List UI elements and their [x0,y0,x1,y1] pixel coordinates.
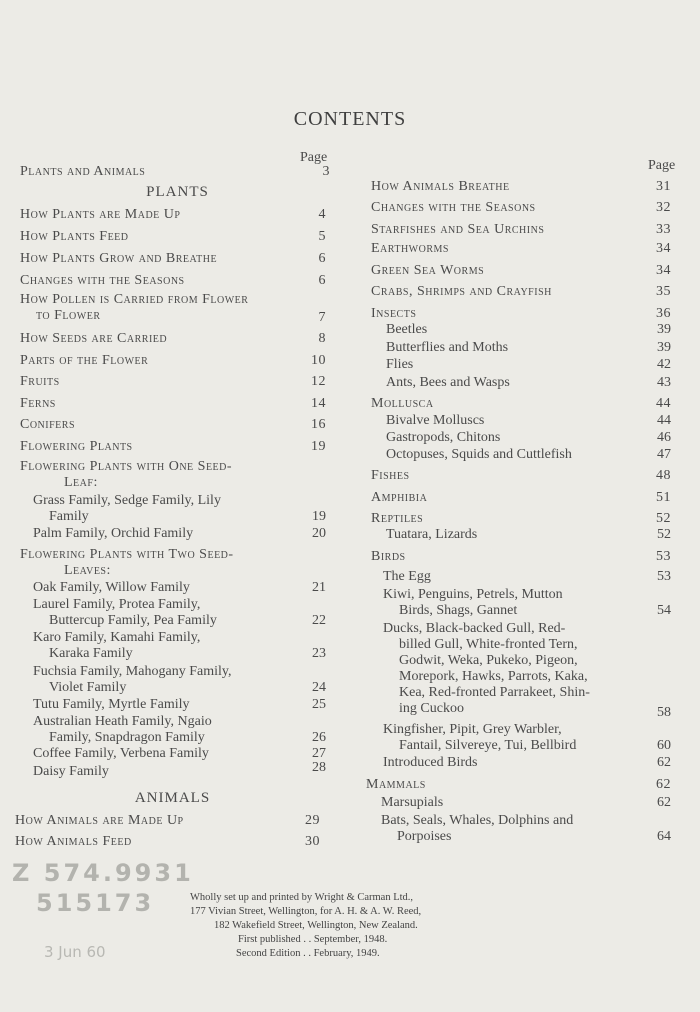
imprint-line: Wholly set up and printed by Wright & Carman Ltd., [190,892,414,903]
entry-label: Ferns [20,396,56,411]
page-number: 12 [311,374,326,389]
page-number: 19 [311,439,326,454]
page-number: 25 [312,697,326,712]
toc-entry[interactable] [33,746,326,762]
page-number: 19 [312,509,326,524]
toc-entry[interactable] [386,413,671,429]
page-number: 39 [657,340,671,355]
toc-entry[interactable] [20,207,326,223]
toc-entry[interactable] [371,490,671,506]
imprint-line: Second Edition . . February, 1949. [236,948,380,959]
toc-entry[interactable] [33,597,326,629]
page-number: 43 [657,375,671,390]
entry-label: Changes with the Seasons [20,273,185,288]
entry-label: Butterflies and Moths [386,340,509,355]
toc-entry[interactable] [33,697,326,713]
page-number: 35 [656,284,671,299]
entry-label: Fishes [371,468,410,483]
page-number: 33 [656,222,671,237]
toc-entry[interactable] [386,527,671,543]
library-stamp [12,858,194,918]
toc-entry[interactable] [20,459,326,491]
page-number: 39 [657,322,671,337]
toc-entry[interactable] [20,229,326,245]
page-number: 64 [657,829,671,844]
page-number: 31 [656,179,671,194]
entry-label: Ants, Bees and Wasps [386,375,510,390]
stamp-date: 3 Jun 60 [44,943,106,961]
stamp-call-number: Z 574.9931 [12,859,194,887]
toc-entry-plants-and-animals[interactable] [20,164,330,180]
entry-label: Flowering Plants with One Seed- [20,459,233,474]
toc-entry[interactable] [371,263,671,279]
entry-label: Oak Family, Willow Family [33,580,190,595]
entry-label: How Animals Breathe [371,179,510,194]
entry-label: Flies [386,357,414,372]
page-number: 5 [318,229,326,244]
toc-entry[interactable] [20,331,326,347]
toc-entry[interactable] [386,322,671,338]
page-number: 34 [656,263,671,278]
entry-label: Mollusca [371,396,434,411]
toc-entry[interactable] [15,834,320,850]
entry-label: How Animals Feed [15,834,132,849]
page-number: 14 [311,396,326,411]
toc-entry[interactable] [20,292,326,324]
toc-entry[interactable] [371,511,671,527]
entry-label-cont: Buttercup Family, Pea Family [49,613,217,628]
toc-entry[interactable] [20,439,326,455]
toc-entry[interactable] [33,760,326,780]
left-page-header: Page [300,150,328,165]
entry-label: Mammals [366,777,426,792]
entry-label: Tuatara, Lizards [386,527,478,542]
entry-label: Octopuses, Squids and Cuttlefish [386,447,572,462]
toc-entry[interactable] [33,526,326,542]
page-number: 6 [318,273,326,288]
entry-label: Ducks, Black-backed Gull, Red- [383,621,566,636]
entry-label: Kingfisher, Pipit, Grey Warbler, [383,722,562,737]
toc-entry[interactable] [383,569,671,585]
page-number: 27 [312,746,326,761]
page-number: 62 [657,795,671,810]
right-page-header: Page [648,158,676,173]
page-number: 53 [657,569,671,584]
page-number: 10 [311,353,326,368]
toc-entry[interactable] [20,396,326,412]
imprint-line: First published . . September, 1948. [238,934,388,945]
entry-label: The Egg [383,569,431,584]
entry-label: Australian Heath Family, Ngaio [33,714,212,729]
entry-label: Changes with the Seasons [371,200,536,215]
entry-label-cont: billed Gull, White-fronted Tern, [399,637,578,652]
entry-label-cont: to Flower [36,308,101,323]
toc-entry[interactable] [371,222,671,238]
entry-label: How Plants are Made Up [20,207,181,222]
toc-entry[interactable] [20,417,326,433]
toc-entry[interactable] [371,306,671,322]
entry-label-cont: Kea, Red-fronted Parrakeet, Shin- [399,685,590,700]
entry-label-cont: Karaka Family [49,646,133,661]
entry-label: Starfishes and Sea Urchins [371,222,545,237]
toc-entry[interactable] [366,777,671,793]
toc-entry[interactable] [371,241,671,257]
toc-entry[interactable] [20,251,326,267]
page-number: 21 [312,580,326,595]
entry-label-cont: Godwit, Weka, Pukeko, Pigeon, [399,653,578,668]
toc-entry[interactable] [386,375,671,391]
imprint-line: 177 Vivian Street, Wellington, for A. H. & A. W. Reed, [190,906,422,917]
page-number: 6 [318,251,326,266]
entry-label: Marsupials [381,795,444,810]
page-number: 52 [656,511,671,526]
toc-entry[interactable] [381,813,671,845]
toc-entry[interactable] [20,547,326,579]
page-number: 4 [318,207,326,222]
entry-label: Kiwi, Penguins, Petrels, Mutton [383,587,563,602]
imprint-line: 182 Wakefield Street, Wellington, New Zealand. [214,920,418,931]
entry-label: Amphibia [371,490,428,505]
entry-label: Bivalve Molluscs [386,413,485,428]
entry-label-cont: Morepork, Hawks, Parrots, Kaka, [399,669,588,684]
entry-label: Green Sea Worms [371,263,485,278]
entry-label: Birds [371,549,406,564]
toc-entry[interactable] [381,795,671,811]
page-number: 44 [656,396,671,411]
entry-label: How Plants Grow and Breathe [20,251,218,266]
entry-label: Parts of the Flower [20,353,149,368]
page-number: 52 [657,527,671,542]
page-number: 28 [312,760,326,775]
page-number: 44 [657,413,671,428]
entry-label-cont: Family, Snapdragon Family [49,730,205,745]
page-number: 62 [656,777,671,792]
entry-label: Tutu Family, Myrtle Family [33,697,190,712]
entry-label: Coffee Family, Verbena Family [33,746,209,761]
entry-label: Plants and Animals [20,164,146,179]
page-number: 58 [657,705,671,720]
page-number: 20 [312,526,326,541]
page-number: 24 [312,680,326,695]
toc-entry[interactable] [371,396,671,412]
entry-label-cont: Porpoises [397,829,452,844]
toc-entry[interactable] [371,200,671,216]
toc-entry[interactable] [371,549,671,565]
page-number: 51 [656,490,671,505]
section-heading-animals: ANIMALS [134,790,211,806]
toc-entry[interactable] [371,468,671,484]
entry-label: Earthworms [371,241,449,256]
entry-label-cont: Fantail, Silvereye, Tui, Bellbird [399,738,577,753]
entry-label: Daisy Family [33,764,109,779]
page-number: 26 [312,730,326,745]
entry-label: Fruits [20,374,60,389]
page-number: 34 [656,241,671,256]
entry-label: How Seeds are Carried [20,331,168,346]
toc-entry[interactable] [383,621,671,720]
entry-label: Crabs, Shrimps and Crayfish [371,284,552,299]
entry-label: Flowering Plants with Two Seed- [20,547,234,562]
page-number: 22 [312,613,326,628]
entry-label: Bats, Seals, Whales, Dolphins and [381,813,574,828]
stamp-accession-number: 515173 [36,889,155,917]
toc-entry[interactable] [371,284,671,300]
toc-entry[interactable] [386,340,671,356]
entry-label: How Pollen is Carried from Flower [20,292,249,307]
page-title: CONTENTS [293,108,407,130]
entry-label: How Plants Feed [20,229,129,244]
entry-label: Reptiles [371,511,424,526]
toc-entry[interactable] [20,273,326,289]
page-number: 30 [305,834,320,849]
page-number: 54 [657,603,671,618]
entry-label: Insects [371,306,417,321]
toc-entry[interactable] [371,179,671,195]
page-number: 8 [318,331,326,346]
toc-entry[interactable] [15,813,320,829]
page-number: 47 [657,447,671,462]
entry-label-cont: Leaves: [64,563,111,578]
toc-entry[interactable] [386,430,671,446]
page-number: 62 [657,755,671,770]
entry-label-cont: ing Cuckoo [399,701,464,716]
page-number: 29 [305,813,320,828]
page-number: 3 [322,164,330,179]
page-number: 48 [656,468,671,483]
toc-entry[interactable] [33,714,326,746]
page-number: 53 [656,549,671,564]
entry-label: Karo Family, Kamahi Family, [33,630,201,645]
entry-label: Grass Family, Sedge Family, Lily [33,493,221,508]
entry-label: Introduced Birds [383,755,478,770]
toc-entry[interactable] [33,630,326,662]
entry-label: Beetles [386,322,428,337]
entry-label-cont: Family [49,509,89,524]
page-number: 60 [657,738,671,753]
entry-label-cont: Birds, Shags, Gannet [399,603,518,618]
toc-entry[interactable] [33,664,326,696]
page-number: 36 [656,306,671,321]
entry-label: Conifers [20,417,76,432]
toc-entry[interactable] [383,587,671,619]
toc-entry[interactable] [33,580,326,596]
page-number: 7 [318,310,326,325]
page-number: 23 [312,646,326,661]
toc-entry[interactable] [20,353,326,369]
toc-entry[interactable] [386,357,671,373]
toc-entry[interactable] [383,722,671,754]
page-number: 32 [656,200,671,215]
entry-label: Fuchsia Family, Mahogany Family, [33,664,232,679]
page-number: 46 [657,430,671,445]
toc-entry[interactable] [386,447,671,463]
section-heading-plants: PLANTS [146,184,209,200]
entry-label: How Animals are Made Up [15,813,184,828]
toc-entry[interactable] [20,374,326,390]
page-number: 42 [657,357,671,372]
entry-label-cont: Violet Family [49,680,127,695]
entry-label: Laurel Family, Protea Family, [33,597,201,612]
toc-entry[interactable] [33,493,326,525]
page-number: 16 [311,417,326,432]
entry-label: Palm Family, Orchid Family [33,526,194,541]
entry-label: Flowering Plants [20,439,133,454]
entry-label-cont: Leaf: [64,475,98,490]
printer-imprint [190,891,510,961]
toc-entry[interactable] [383,755,671,771]
entry-label: Gastropods, Chitons [386,430,501,445]
